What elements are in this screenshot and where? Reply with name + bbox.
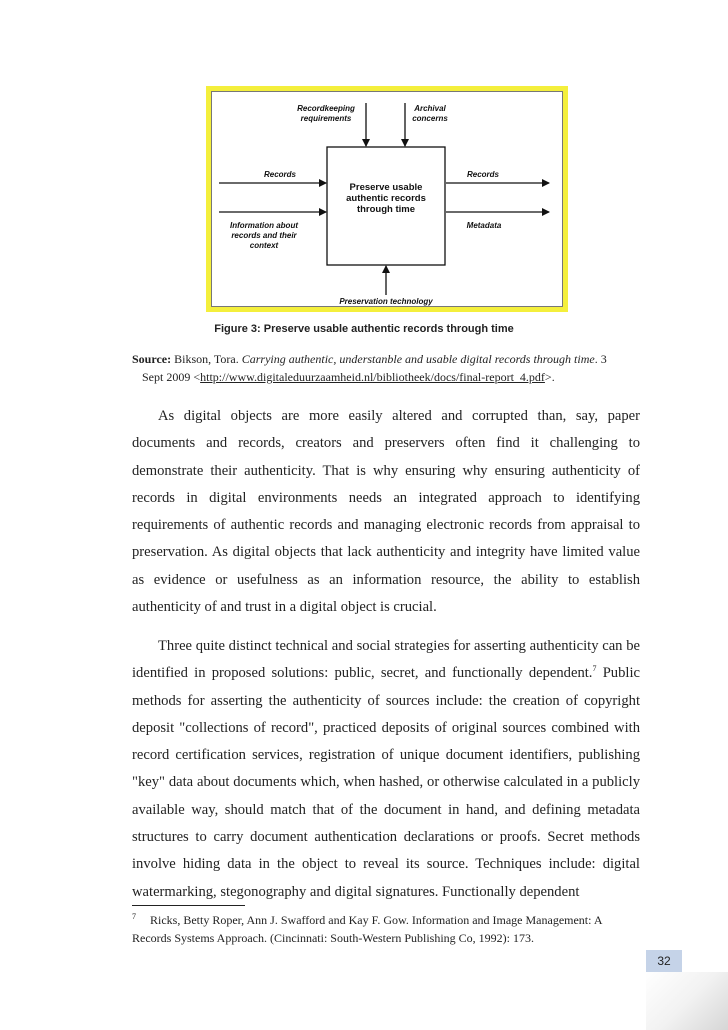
footnote-divider	[132, 905, 245, 906]
footnote-number: 7	[132, 912, 136, 921]
source-author: Bikson, Tora.	[174, 352, 239, 366]
label-archival-2: concerns	[412, 114, 448, 123]
source-label: Source:	[132, 352, 172, 366]
source-tail: >.	[544, 370, 555, 384]
label-records-in: Records	[263, 170, 297, 179]
label-metadata: Metadata	[466, 221, 502, 230]
source-date-2: Sept 2009 <	[142, 370, 201, 384]
paragraph-1-text: As digital objects are more easily altered and corrupted than, say, paper documents and records, creators and preservers often find it challenging to demonstrate their authenticity. That is why ensuring why ensuring authenticity of records in digital environments needs an integrated approach to identifying requirements of authentic records and managing electronic records from appraisal to preservation. As digital objects that lack authenticity and integrity have limited value as evidence or usefulness as an information resource, the ability to establish authenticity of and trust in a digital object is crucial.	[132, 408, 640, 616]
process-box-line-3: through time	[356, 204, 416, 215]
footnote	[132, 911, 642, 947]
paragraph-2-text-a: Three quite distinct technical and social strategies for asserting authenticity can be identified in proposed solutions: public, secret, and functionally dependent.	[132, 638, 640, 682]
process-box-line-1: Preserve usable	[349, 182, 423, 193]
process-diagram	[0, 0, 728, 330]
paragraph-2-text-b: Public methods for asserting the authenticity of sources include: the creation of copyright deposit "collections of record", practiced deposits of original sources combined with record certification services, registration of unique document identifiers, publishing "key" data about documents which, when hashed, or otherwise calculated in a publicly available way, should match that of the document in hand, and defining metadata structures to carry document authentication declarations or proofs. Secret methods involve hiding data in the object to reveal its source. Techniques include: digital watermarking, stegonography and digital signatures. Functionally dependent	[132, 665, 640, 900]
source-date-1: . 3	[594, 352, 607, 366]
paragraph-1	[132, 403, 640, 621]
label-info-1: Information about	[230, 221, 298, 230]
label-preservation: Preservation technology	[339, 297, 433, 306]
page-number: 32	[646, 950, 682, 972]
label-recordkeeping-1: Recordkeeping	[297, 104, 355, 113]
paragraph-2	[132, 633, 640, 906]
label-recordkeeping-2: requirements	[300, 114, 352, 123]
label-info-3: context	[249, 241, 279, 250]
source-citation	[132, 350, 652, 386]
label-records-out: Records	[466, 170, 500, 179]
figure-caption: Figure 3: Preserve usable authentic records through time	[214, 323, 514, 335]
footnote-text: Ricks, Betty Roper, Ann J. Swafford and Kay F. Gow. Information and Image Management: A Records Systems Approach. (Cincinnati: South-Western Publishing Co, 1992): 173.	[132, 913, 602, 945]
source-title: Carrying authentic, understanble and usable digital records through time	[241, 352, 595, 366]
source-url-link[interactable]: http://www.digitaleduurzaamheid.nl/bibliotheek/docs/final-report_4.pdf	[200, 370, 545, 384]
label-info-2: records and their	[231, 231, 297, 240]
process-box-line-2: authentic records	[346, 193, 426, 204]
footnote-ref[interactable]: 7	[592, 664, 597, 674]
page-curl	[646, 972, 728, 1030]
label-archival-1: Archival	[414, 104, 446, 113]
